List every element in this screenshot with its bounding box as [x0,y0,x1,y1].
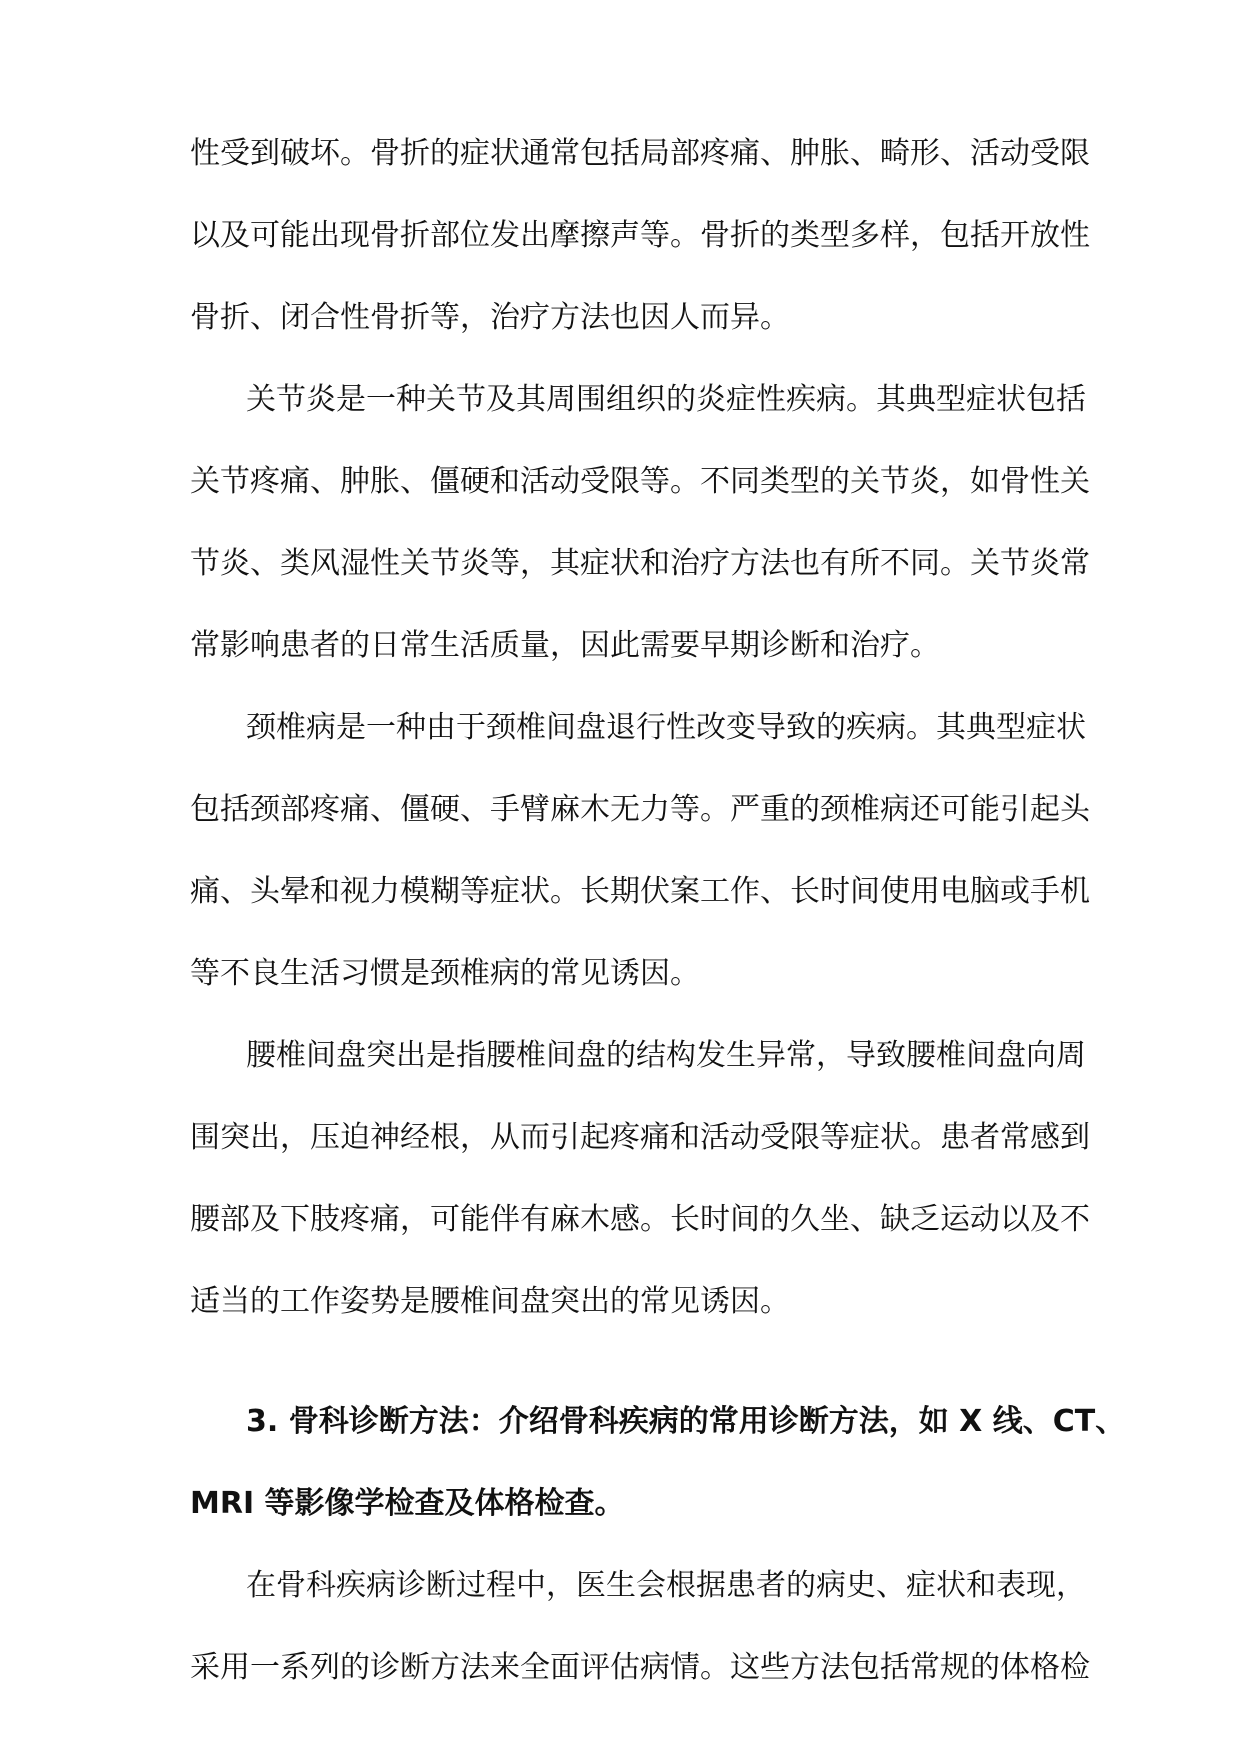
section-heading: MRI 等影像学检查及体格检查。 [190,1486,625,1521]
paragraph-line: 常影响患者的日常生活质量，因此需要早期诊断和治疗。 [190,628,940,663]
paragraph-line: 腰部及下肢疼痛，可能伴有麻木感。长时间的久坐、缺乏运动以及不 [190,1202,1090,1237]
paragraph-line: 关节疼痛、肿胀、僵硬和活动受限等。不同类型的关节炎，如骨性关 [190,464,1090,499]
paragraph-line: 性受到破坏。骨折的症状通常包括局部疼痛、肿胀、畸形、活动受限 [190,136,1090,171]
paragraph-line: 节炎、类风湿性关节炎等，其症状和治疗方法也有所不同。关节炎常 [190,546,1090,581]
paragraph-line: 颈椎病是一种由于颈椎间盘退行性改变导致的疾病。其典型症状 [246,710,1086,745]
paragraph-line: 围突出，压迫神经根，从而引起疼痛和活动受限等症状。患者常感到 [190,1120,1090,1155]
section-heading: 3. 骨科诊断方法：介绍骨科疾病的常用诊断方法，如 X 线、CT、 [246,1404,1126,1439]
paragraph-line: 腰椎间盘突出是指腰椎间盘的结构发生异常，导致腰椎间盘向周 [246,1038,1086,1073]
paragraph-line: 关节炎是一种关节及其周围组织的炎症性疾病。其典型症状包括 [246,382,1086,417]
paragraph-line: 在骨科疾病诊断过程中，医生会根据患者的病史、症状和表现， [246,1568,1086,1603]
paragraph-line: 以及可能出现骨折部位发出摩擦声等。骨折的类型多样，包括开放性 [190,218,1090,253]
paragraph-line: 包括颈部疼痛、僵硬、手臂麻木无力等。严重的颈椎病还可能引起头 [190,792,1090,827]
paragraph-line: 痛、头晕和视力模糊等症状。长期伏案工作、长时间使用电脑或手机 [190,874,1090,909]
paragraph-line: 适当的工作姿势是腰椎间盘突出的常见诱因。 [190,1284,790,1319]
paragraph-line: 采用一系列的诊断方法来全面评估病情。这些方法包括常规的体格检 [190,1650,1090,1685]
paragraph-line: 骨折、闭合性骨折等，治疗方法也因人而异。 [190,300,790,335]
paragraph-line: 等不良生活习惯是颈椎病的常见诱因。 [190,956,700,991]
